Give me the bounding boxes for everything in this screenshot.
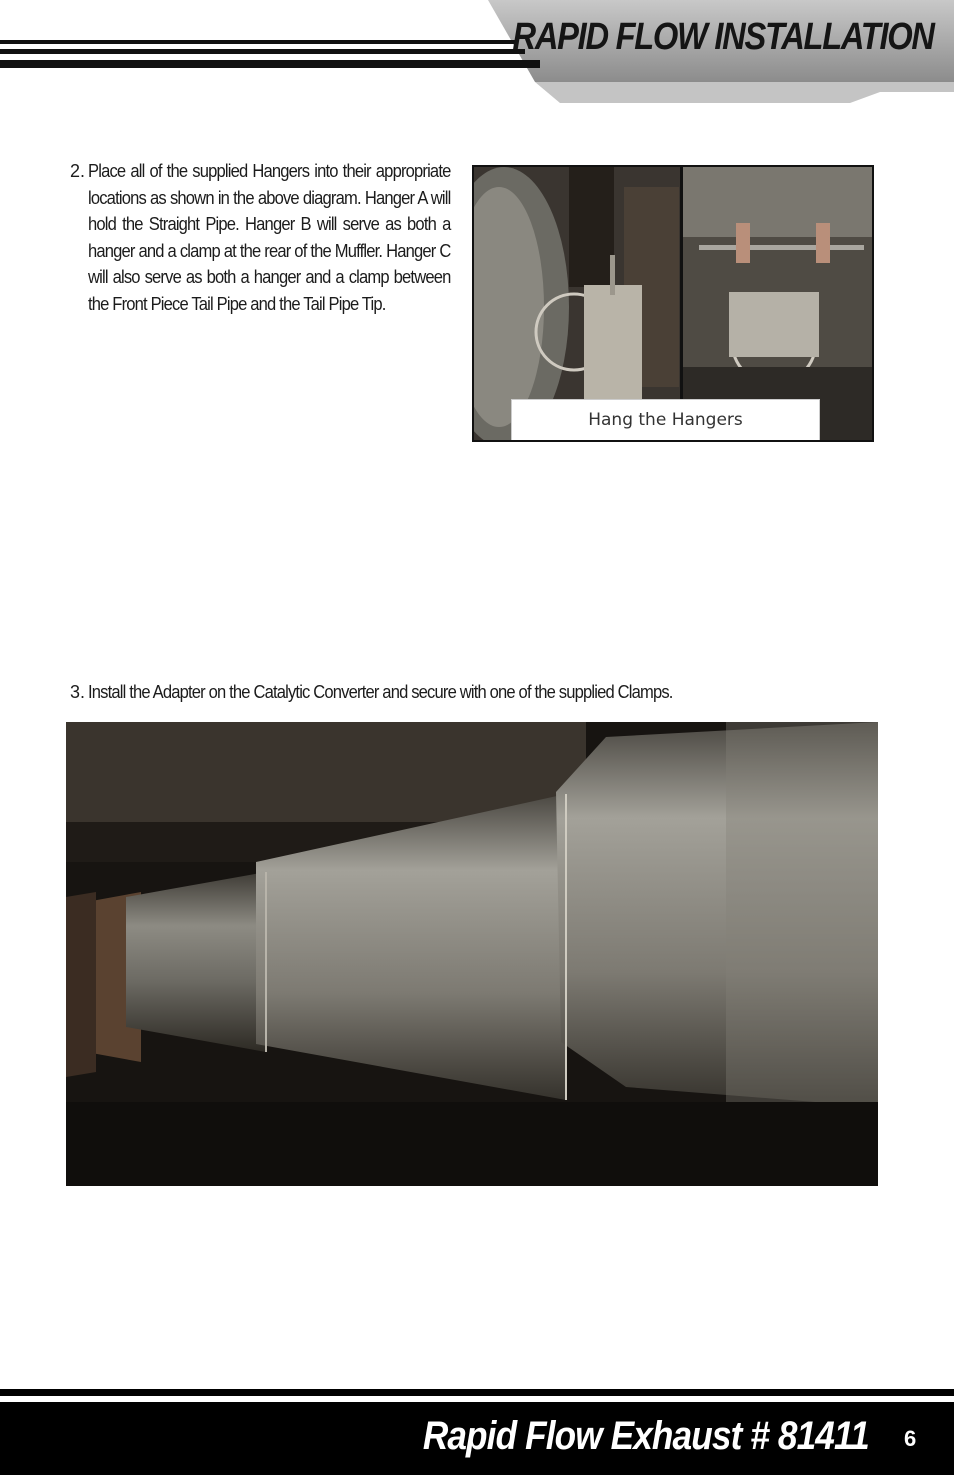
header-title: RAPID FLOW INSTALLATION — [512, 16, 934, 58]
footer-title: Rapid Flow Exhaust # 81411 — [423, 1414, 869, 1458]
photo-caption: Hang the Hangers — [588, 410, 743, 430]
adapter-photo-image — [66, 722, 878, 1186]
page-number: 6 — [904, 1426, 917, 1451]
adapter-photo — [66, 722, 878, 1186]
photo-caption-box — [511, 399, 820, 441]
footer-top-line — [0, 1389, 954, 1396]
step-2-text: Place all of the supplied Hangers into their appropriate locations as shown in the above diagram. Hanger A will hold the Straight Pipe. Hanger B will serve as both a hanger and a clamp at the rear of the Muffler. Hanger C will also serve as both a hanger and a clamp between the Front Piece Tail Pipe and the Tail Pipe Tip. — [88, 161, 451, 314]
step-3-number: 3. — [70, 682, 86, 702]
step-2 — [70, 158, 451, 317]
hangers-photo — [472, 165, 874, 442]
step-3 — [70, 679, 830, 706]
step-2-number: 2. — [70, 161, 86, 181]
step-3-text: Install the Adapter on the Catalytic Converter and secure with one of the supplied Clamps. — [88, 682, 673, 702]
